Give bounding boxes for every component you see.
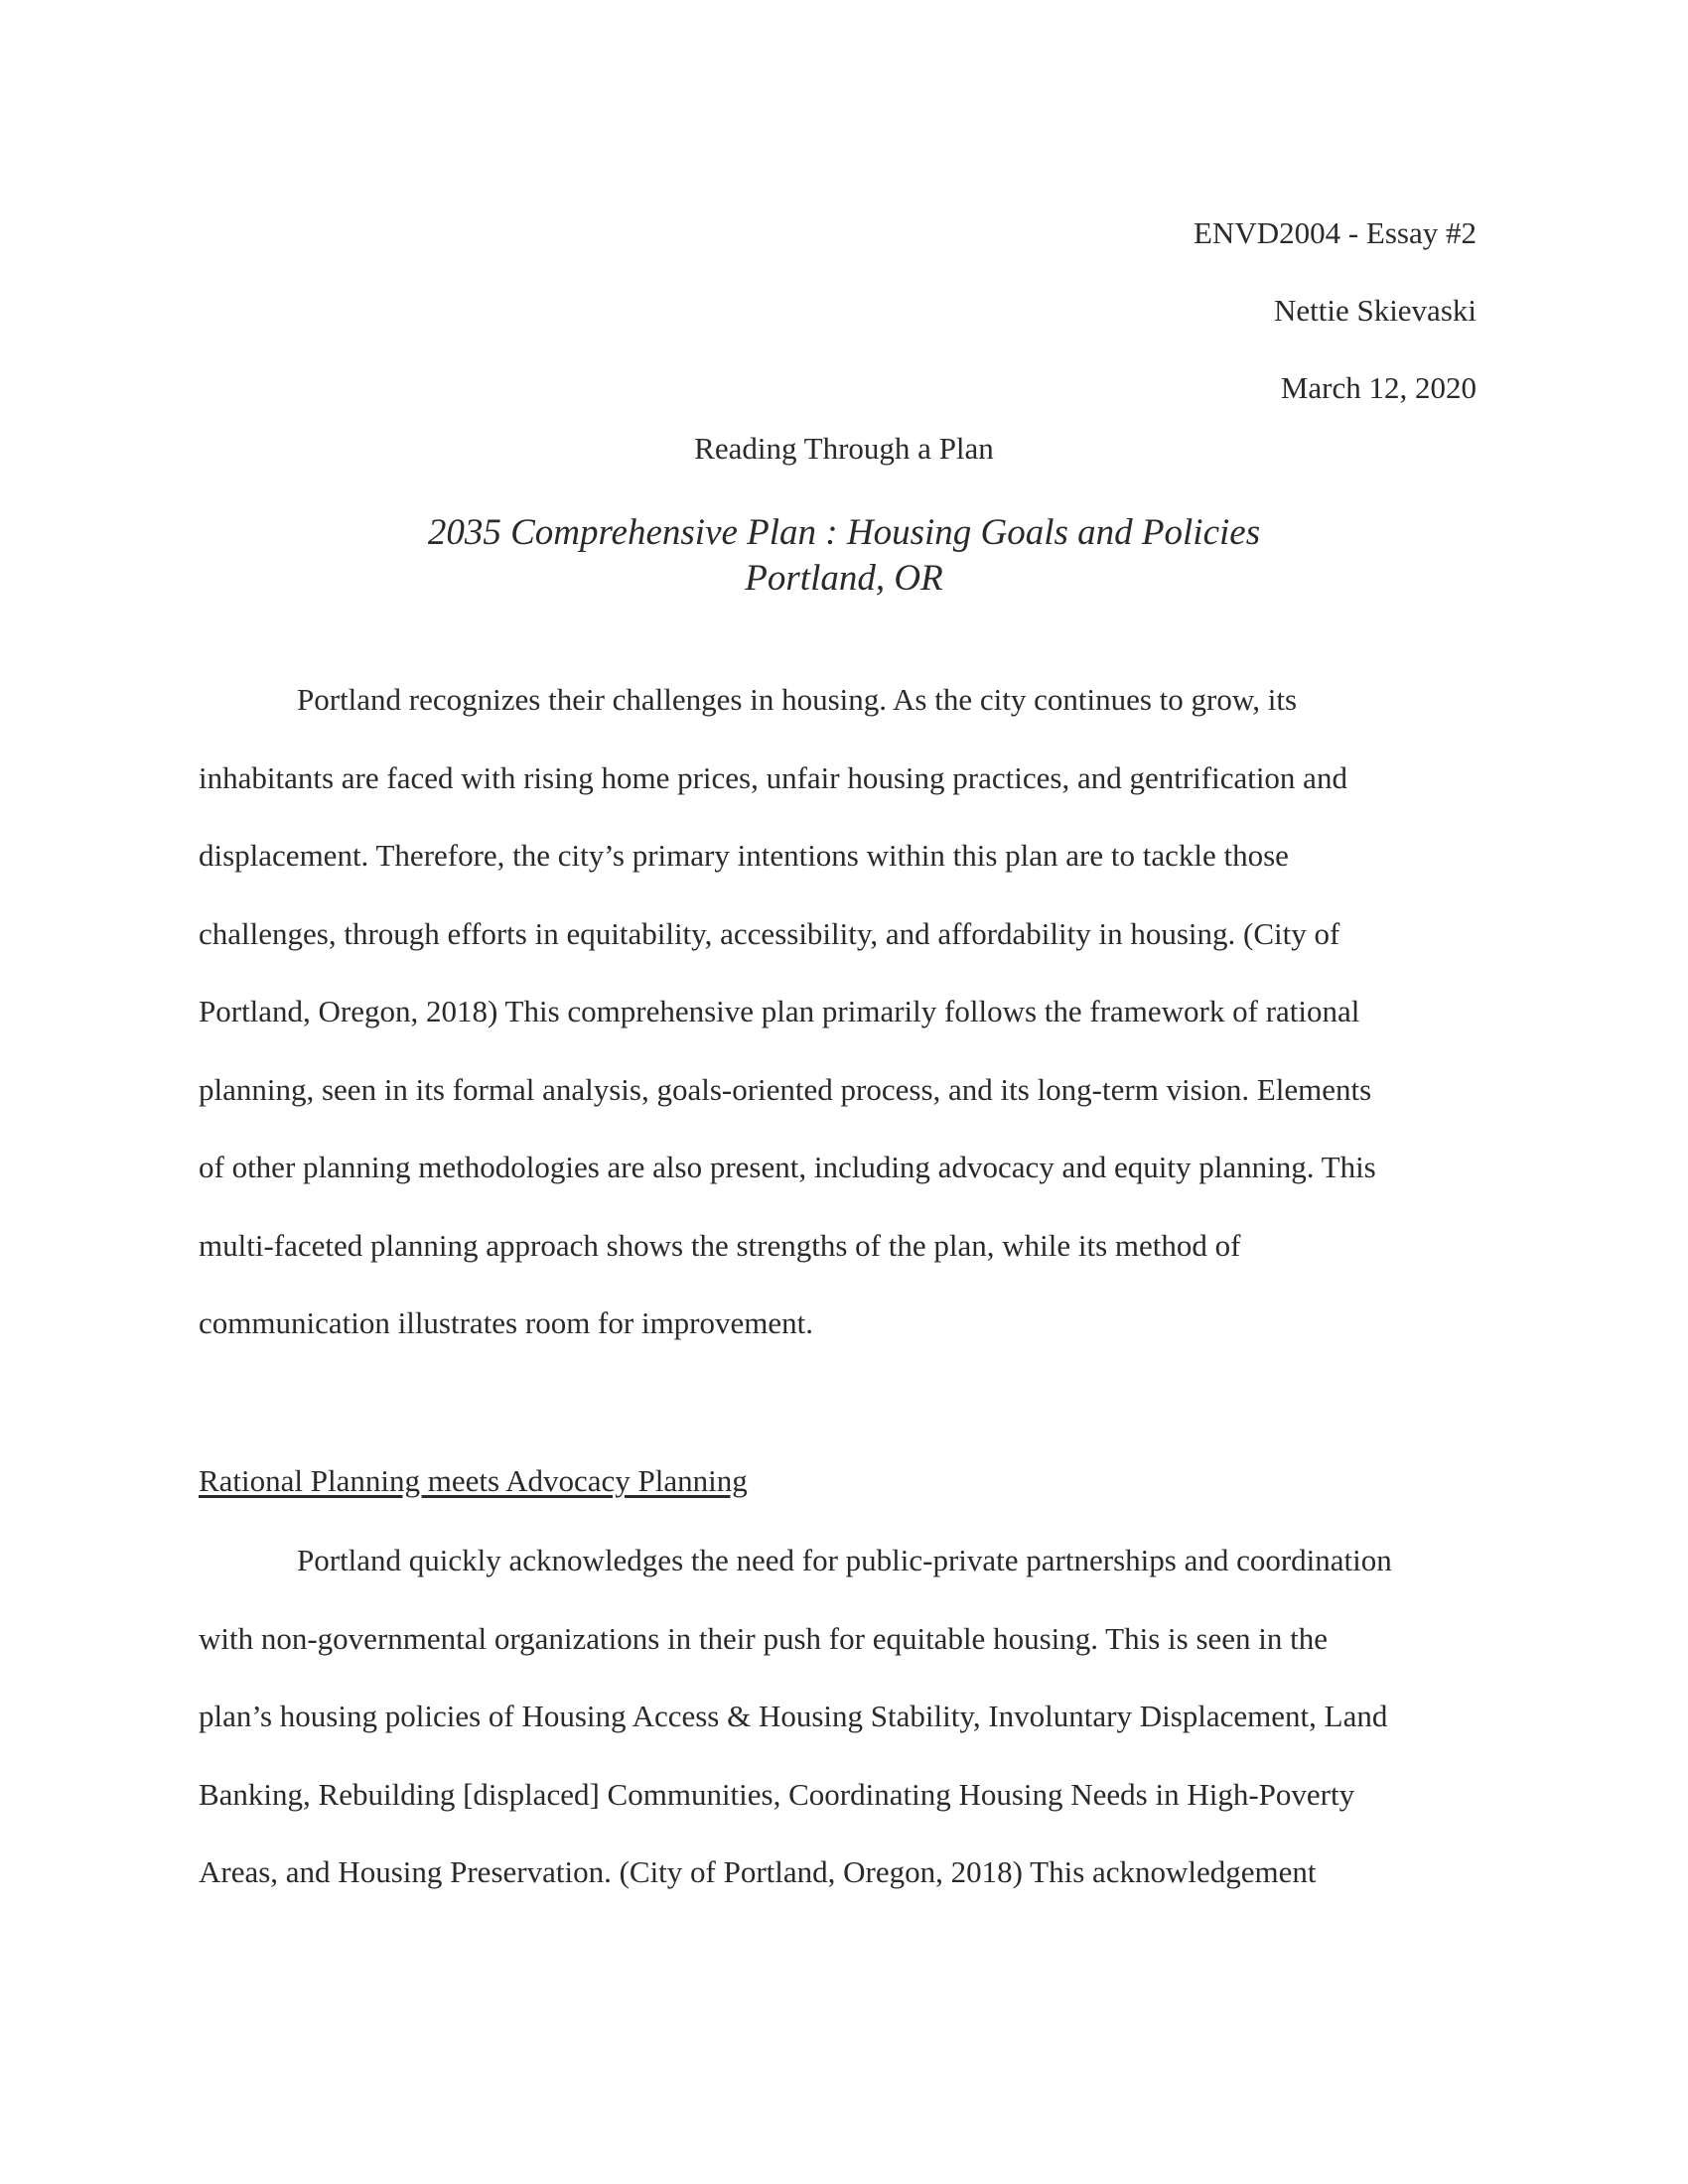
paragraph-line: communication illustrates room for improvement. <box>199 1305 814 1340</box>
paragraph-line: planning, seen in its formal analysis, goals-oriented process, and its long-term vision. Elements <box>199 1071 1372 1107</box>
paragraph-line: Areas, and Housing Preservation. (City of Portland, Oregon, 2018) This acknowledgement <box>199 1854 1317 1889</box>
plan-title-line-1: 2035 Comprehensive Plan : Housing Goals and Policies <box>427 512 1261 553</box>
paragraph-line: of other planning methodologies are also present, including advocacy and equity planning. This <box>199 1150 1376 1184</box>
paragraph-line: multi-faceted planning approach shows the strengths of the plan, while its method of <box>199 1227 1241 1263</box>
paragraph-line: Portland, Oregon, 2018) This comprehensive plan primarily follows the framework of rational <box>199 994 1360 1028</box>
paragraph-line: Portland quickly acknowledges the need for public-private partnerships and coordination <box>297 1543 1392 1577</box>
section-paragraph <box>199 1522 1489 1912</box>
paragraph-line: Portland recognizes their challenges in housing. As the city continues to grow, its <box>297 682 1298 717</box>
header-block <box>1194 195 1477 427</box>
author-name: Nettie Skievaski <box>1273 293 1477 328</box>
paragraph-line: with non-governmental organizations in their push for equitable housing. This is seen in the <box>199 1620 1329 1656</box>
paragraph-line: challenges, through efforts in equitability, accessibility, and affordability in housing. (City of <box>199 915 1340 951</box>
essay-title: Reading Through a Plan <box>694 431 994 466</box>
paragraph-line: displacement. Therefore, the city’s primary intentions within this plan are to tackle those <box>199 838 1289 873</box>
paragraph-line: inhabitants are faced with rising home prices, unfair housing practices, and gentrification and <box>199 759 1347 795</box>
plan-title-line-2: Portland, OR <box>745 558 943 599</box>
intro-paragraph <box>199 661 1489 1363</box>
paragraph-line: plan’s housing policies of Housing Access & Housing Stability, Involuntary Displacement, Land <box>199 1699 1388 1733</box>
essay-date: March 12, 2020 <box>1280 370 1477 405</box>
plan-title <box>0 510 1688 602</box>
section-heading: Rational Planning meets Advocacy Planning <box>199 1463 748 1498</box>
paragraph-line: Banking, Rebuilding [displaced] Communities, Coordinating Housing Needs in High-Poverty <box>199 1776 1355 1812</box>
course-label: ENVD2004 - Essay #2 <box>1194 215 1477 250</box>
